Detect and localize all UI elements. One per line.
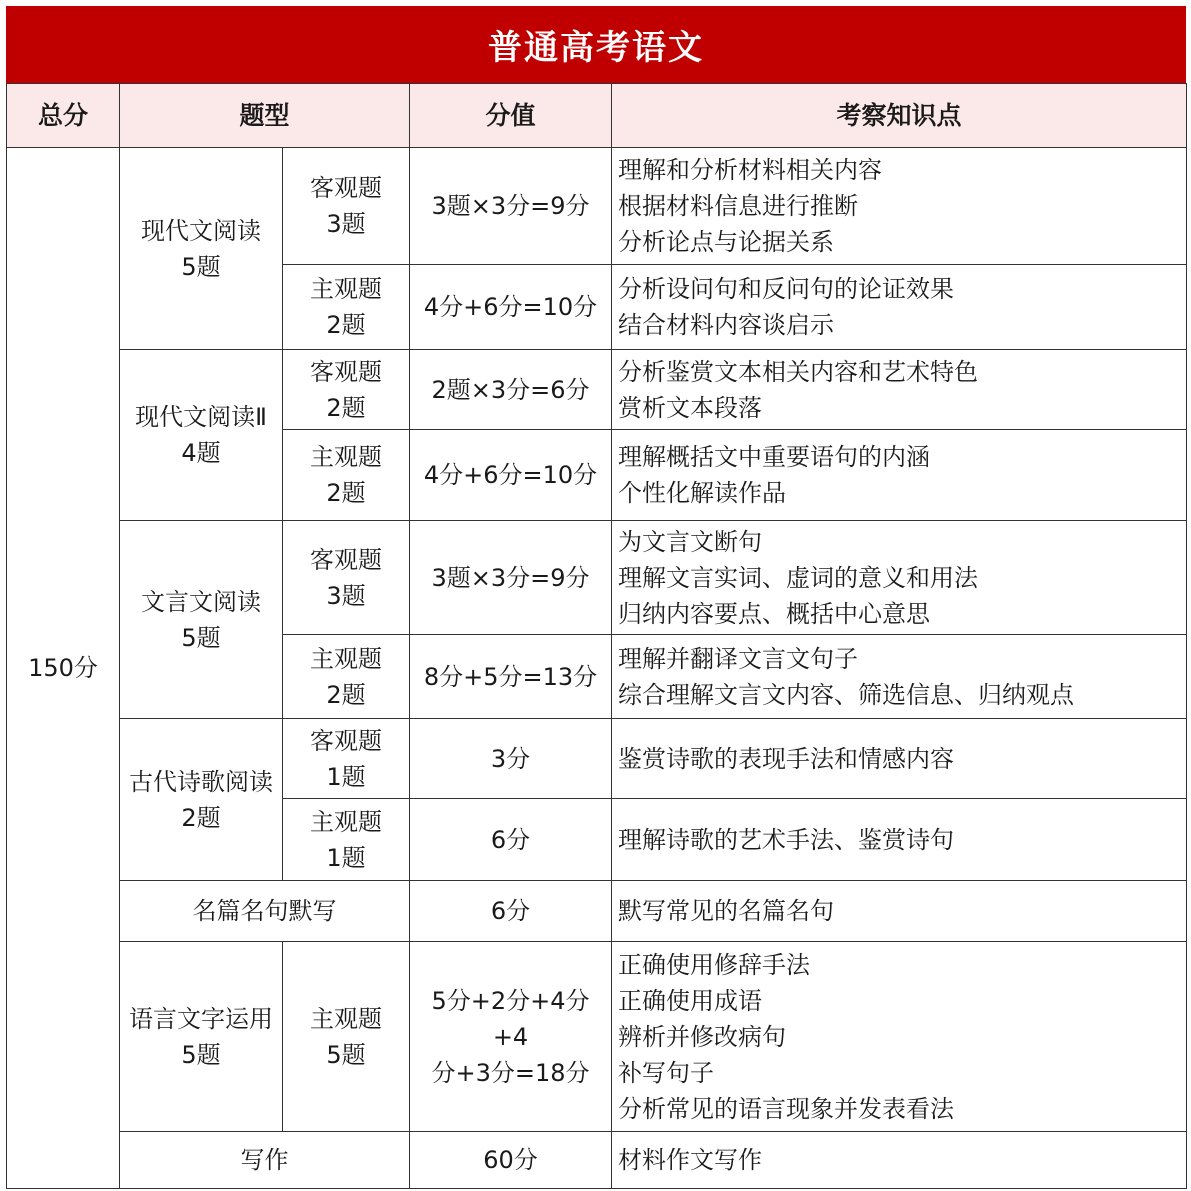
knowledge-cell: 理解和分析材料相关内容 根据材料信息进行推断 分析论点与论据关系 bbox=[612, 148, 1187, 265]
section-label: 现代文阅读Ⅱ 4题 bbox=[120, 350, 283, 521]
knowledge-cell: 理解并翻译文言文句子 综合理解文言文内容、筛选信息、归纳观点 bbox=[612, 635, 1187, 719]
table-row bbox=[7, 521, 1187, 635]
knowledge-cell: 材料作文写作 bbox=[612, 1132, 1187, 1189]
subtype-label: 主观题 5题 bbox=[283, 942, 410, 1132]
subtype-label: 主观题 2题 bbox=[283, 430, 410, 521]
knowledge-cell: 理解概括文中重要语句的内涵 个性化解读作品 bbox=[612, 430, 1187, 521]
points-cell: 4分+6分=10分 bbox=[410, 265, 612, 350]
subtype-label: 客观题 3题 bbox=[283, 148, 410, 265]
subtype-label: 客观题 2题 bbox=[283, 350, 410, 430]
section-label: 文言文阅读 5题 bbox=[120, 521, 283, 719]
points-cell: 2题×3分=6分 bbox=[410, 350, 612, 430]
knowledge-cell: 正确使用修辞手法 正确使用成语 辨析并修改病句 补写句子 分析常见的语言现象并发表看法 bbox=[612, 942, 1187, 1132]
header-knowledge: 考察知识点 bbox=[612, 84, 1187, 148]
subtype-label: 主观题 1题 bbox=[283, 799, 410, 881]
points-cell: 3题×3分=9分 bbox=[410, 521, 612, 635]
section-label: 语言文字运用 5题 bbox=[120, 942, 283, 1132]
knowledge-cell: 分析鉴赏文本相关内容和艺术特色 赏析文本段落 bbox=[612, 350, 1187, 430]
header-question-type: 题型 bbox=[120, 84, 410, 148]
points-cell: 6分 bbox=[410, 881, 612, 942]
table-row bbox=[7, 1132, 1187, 1189]
knowledge-cell: 鉴赏诗歌的表现手法和情感内容 bbox=[612, 719, 1187, 799]
knowledge-cell: 默写常见的名篇名句 bbox=[612, 881, 1187, 942]
table-row bbox=[7, 719, 1187, 799]
table-row bbox=[7, 942, 1187, 1132]
points-cell: 60分 bbox=[410, 1132, 612, 1189]
subtype-label: 客观题 3题 bbox=[283, 521, 410, 635]
exam-table bbox=[6, 83, 1187, 1189]
knowledge-cell: 分析设问句和反问句的论证效果 结合材料内容谈启示 bbox=[612, 265, 1187, 350]
points-cell: 4分+6分=10分 bbox=[410, 430, 612, 521]
points-cell: 8分+5分=13分 bbox=[410, 635, 612, 719]
section-label: 现代文阅读 5题 bbox=[120, 148, 283, 350]
subtype-label: 主观题 2题 bbox=[283, 265, 410, 350]
points-cell: 3分 bbox=[410, 719, 612, 799]
subtype-label: 客观题 1题 bbox=[283, 719, 410, 799]
points-cell: 6分 bbox=[410, 799, 612, 881]
table-title: 普通高考语文 bbox=[6, 6, 1186, 83]
header-total: 总分 bbox=[7, 84, 120, 148]
section-label: 名篇名句默写 bbox=[120, 881, 410, 942]
section-label: 写作 bbox=[120, 1132, 410, 1189]
subtype-label: 主观题 2题 bbox=[283, 635, 410, 719]
table-row bbox=[7, 148, 1187, 265]
section-label: 古代诗歌阅读 2题 bbox=[120, 719, 283, 881]
table-row bbox=[7, 350, 1187, 430]
points-cell: 3题×3分=9分 bbox=[410, 148, 612, 265]
points-cell: 5分+2分+4分 +4 分+3分=18分 bbox=[410, 942, 612, 1132]
header-points: 分值 bbox=[410, 84, 612, 148]
total-score: 150分 bbox=[7, 148, 120, 1189]
header-row bbox=[7, 84, 1187, 148]
table-row bbox=[7, 881, 1187, 942]
knowledge-cell: 为文言文断句 理解文言实词、虚词的意义和用法 归纳内容要点、概括中心意思 bbox=[612, 521, 1187, 635]
knowledge-cell: 理解诗歌的艺术手法、鉴赏诗句 bbox=[612, 799, 1187, 881]
